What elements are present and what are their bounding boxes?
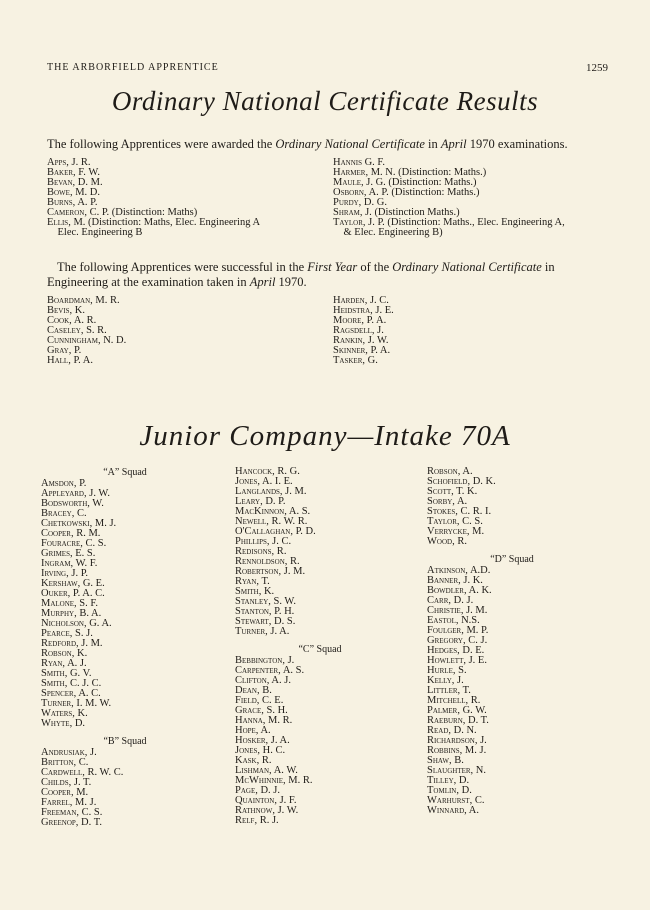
- first-year-list-right: [333, 296, 394, 366]
- apprentice-name: Rankin, J. W.: [333, 335, 389, 346]
- apprentice-name: Cunningham, N. D.: [47, 335, 127, 346]
- apprentice-name: Spencer, A. C.: [41, 688, 101, 699]
- squad-heading: “C” Squad: [298, 644, 342, 655]
- apprentice-name: Relf, R. J.: [235, 815, 279, 826]
- apprentice-name: Littler, T.: [427, 685, 471, 696]
- junior-column-2: [235, 467, 405, 826]
- apprentice-name: Ouker, P. A. C.: [41, 588, 105, 599]
- apprentice-name: Winnard, A.: [427, 805, 480, 816]
- apprentice-name: Redisons, R.: [235, 546, 287, 557]
- apprentice-name: Wood, R.: [427, 536, 467, 547]
- apprentice-name: Tilley, D.: [427, 775, 470, 786]
- apprentice-name: Harmer, M. N.: [333, 167, 396, 178]
- apprentice-name: Smith, G. V.: [41, 668, 92, 679]
- apprentice-name: Bowdler, A. K.: [427, 585, 492, 596]
- apprentice-name: Tomlin, D.: [427, 785, 472, 796]
- apprentice-name: Carpenter, A. S.: [235, 665, 305, 676]
- apprentice-name: Osborn, A. P.: [333, 187, 389, 198]
- apprentice-name: Burns, A. P.: [47, 197, 98, 208]
- squad-heading: “B” Squad: [103, 736, 147, 747]
- onc-intro: The following Apprentices were awarded the Ordinary National Certificate in April 1970 examinations.: [47, 137, 568, 151]
- apprentice-name: Cooper, M.: [41, 787, 89, 798]
- apprentice-name: Robson, K.: [41, 648, 88, 659]
- apprentice-name: Ryan, T.: [235, 576, 270, 587]
- apprentice-name: Moore, P. A.: [333, 315, 387, 326]
- apprentice-name: Boardman, M. R.: [47, 295, 120, 306]
- apprentice-name: Amsdon, P.: [41, 478, 87, 489]
- apprentice-name: Nicholson, G. A.: [41, 618, 112, 629]
- apprentice-name: Ragsdell, J.: [333, 325, 384, 336]
- apprentice-name: Taylor, C. S.: [427, 516, 483, 527]
- apprentice-name: Bevan, D. M.: [47, 177, 103, 188]
- apprentice-name: Palmer, G. W.: [427, 705, 487, 716]
- apprentice-name: Scott, T. K.: [427, 486, 478, 497]
- apprentice-name: Raeburn, D. T.: [427, 715, 489, 726]
- distinction-note: & Elec. Engineering B): [333, 227, 443, 238]
- apprentice-name: Hannis G. F.: [333, 157, 386, 168]
- apprentice-name: Grace, S. H.: [235, 705, 288, 716]
- apprentice-name: Stanton, P. H.: [235, 606, 295, 617]
- apprentice-name: Richardson, J.: [427, 735, 487, 746]
- junior-column-3: [427, 467, 597, 816]
- first-year-list-left: [47, 296, 126, 366]
- apprentice-name: Fouracre, C. S.: [41, 538, 107, 549]
- junior-company-title: Junior Company—Intake 70A: [139, 420, 511, 452]
- apprentice-name: Eastol, N.S.: [427, 615, 480, 626]
- apprentice-name: Mitchell, R.: [427, 695, 481, 706]
- apprentice-name: Apps, J. R.: [47, 157, 91, 168]
- apprentice-name: Waters, K.: [41, 708, 88, 719]
- apprentice-name: Robbins, M. J.: [427, 745, 487, 756]
- apprentice-name: Ryan, A. J.: [41, 658, 87, 669]
- apprentice-name: Verrycke, M.: [427, 526, 485, 537]
- apprentice-name: Purdy, D. G.: [333, 197, 387, 208]
- distinction-note: (Distinction Maths.): [371, 207, 460, 218]
- apprentice-name: Bowe, M. D.: [47, 187, 100, 198]
- apprentice-name: Read, D. N.: [427, 725, 477, 736]
- apprentice-name: Stanley, S. W.: [235, 596, 296, 607]
- apprentice-name: Leary, D. P.: [235, 496, 286, 507]
- apprentice-name: Ingram, W. F.: [41, 558, 98, 569]
- apprentice-name: Hurle, S.: [427, 665, 467, 676]
- list-item: [47, 228, 260, 238]
- apprentice-name: Field, C. E.: [235, 695, 284, 706]
- apprentice-name: Hanna, M. R.: [235, 715, 293, 726]
- apprentice-name: Hosker, J. A.: [235, 735, 290, 746]
- list-item: [333, 228, 565, 238]
- apprentice-name: Chetkowski, M. J.: [41, 518, 117, 529]
- apprentice-name: Slaughter, N.: [427, 765, 487, 776]
- apprentice-name: Rennoldson, R.: [235, 556, 300, 567]
- apprentice-name: Christie, J. M.: [427, 605, 488, 616]
- apprentice-name: Warhurst, C.: [427, 795, 485, 806]
- apprentice-name: Foulger, M. P.: [427, 625, 489, 636]
- apprentice-name: Atkinson, A.D.: [427, 565, 491, 576]
- apprentice-name: O'Callaghan, P. D.: [235, 526, 316, 537]
- onc-list-left: [47, 158, 260, 238]
- apprentice-name: Clifton, A. J.: [235, 675, 291, 686]
- apprentice-name: Banner, J. K.: [427, 575, 483, 586]
- apprentice-name: Kask, R.: [235, 755, 272, 766]
- distinction-note: Elec. Engineering B: [47, 227, 143, 238]
- apprentice-name: Tasker, G.: [333, 355, 378, 366]
- apprentice-name: Kershaw, G. E.: [41, 578, 105, 589]
- apprentice-name: Bevis, K.: [47, 305, 86, 316]
- apprentice-name: Bracey, C.: [41, 508, 87, 519]
- apprentice-name: Cooper, R. M.: [41, 528, 101, 539]
- apprentice-name: Heidstra, J. E.: [333, 305, 394, 316]
- apprentice-name: Jones, H. C.: [235, 745, 286, 756]
- apprentice-name: Stokes, C. R. I.: [427, 506, 492, 517]
- apprentice-name: Whyte, D.: [41, 718, 86, 729]
- squad-heading: “D” Squad: [490, 554, 534, 565]
- apprentice-name: Taylor, J. P.: [333, 217, 385, 228]
- apprentice-name: Greenop, D. T.: [41, 817, 102, 828]
- onc-results-title: Ordinary National Certificate Results: [111, 86, 539, 116]
- apprentice-name: Pearce, S. J.: [41, 628, 93, 639]
- apprentice-name: Sorby, A.: [427, 496, 468, 507]
- apprentice-name: Murphy, B. A.: [41, 608, 102, 619]
- apprentice-name: Cameron, C. P.: [47, 207, 110, 218]
- apprentice-name: Hope, A.: [235, 725, 271, 736]
- apprentice-name: Skinner, P. A.: [333, 345, 391, 356]
- apprentice-name: Britton, C.: [41, 757, 89, 768]
- apprentice-name: Lishman, A. W.: [235, 765, 298, 776]
- apprentice-name: Langlands, J. M.: [235, 486, 307, 497]
- apprentice-name: Phillips, J. C.: [235, 536, 292, 547]
- apprentice-name: Kelly, J.: [427, 675, 464, 686]
- apprentice-name: Carr, D. J.: [427, 595, 474, 606]
- apprentice-name: Quainton, J. F.: [235, 795, 297, 806]
- apprentice-name: Rathnow, J. W.: [235, 805, 299, 816]
- apprentice-name: Baker, F. W.: [47, 167, 100, 178]
- apprentice-name: Hall, P. A.: [47, 355, 93, 366]
- apprentice-name: Stewart, D. S.: [235, 616, 296, 627]
- apprentice-name: Howlett, J. E.: [427, 655, 487, 666]
- apprentice-name: MacKinnon, A. S.: [235, 506, 311, 517]
- apprentice-name: Robertson, J. M.: [235, 566, 306, 577]
- apprentice-name: Gregory, C. J.: [427, 635, 488, 646]
- page-number: 1259: [586, 62, 608, 74]
- apprentice-name: Schofield, D. K.: [427, 476, 496, 487]
- squad-heading: “A” Squad: [103, 467, 147, 478]
- apprentice-name: Newell, R. W. R.: [235, 516, 308, 527]
- apprentice-name: Shram, J.: [333, 207, 372, 218]
- apprentice-name: Childs, J. T.: [41, 777, 92, 788]
- apprentice-name: Turner, J. A.: [235, 626, 290, 637]
- apprentice-name: Andrusiak, J.: [41, 747, 97, 758]
- running-header: THE ARBORFIELD APPRENTICE: [47, 62, 219, 73]
- apprentice-name: Hedges, D. E.: [427, 645, 485, 656]
- apprentice-name: Smith, K.: [235, 586, 275, 597]
- apprentice-name: Gray, P.: [47, 345, 82, 356]
- apprentice-name: Redford, J. M.: [41, 638, 103, 649]
- distinction-note: (Distinction: Maths, Elec. Engineering A: [85, 217, 261, 228]
- apprentice-name: Dean, B.: [235, 685, 272, 696]
- apprentice-name: Ellis, M.: [47, 217, 86, 228]
- apprentice-name: Malone, S. F.: [41, 598, 99, 609]
- apprentice-name: Bebbington, J.: [235, 655, 295, 666]
- distinction-note: (Distinction: Maths.): [385, 177, 477, 188]
- apprentice-name: Hancock, R. G.: [235, 466, 300, 477]
- apprentice-name: Freeman, C. S.: [41, 807, 103, 818]
- distinction-note: (Distinction: Maths): [109, 207, 198, 218]
- junior-column-1: [41, 466, 209, 828]
- apprentice-name: Harden, J. C.: [333, 295, 389, 306]
- apprentice-name: Appleyard, J. W.: [41, 488, 110, 499]
- apprentice-name: Irving, J. P.: [41, 568, 88, 579]
- apprentice-name: Farrel, M. J.: [41, 797, 97, 808]
- apprentice-name: Robson, A.: [427, 466, 473, 477]
- onc-list-right: [333, 158, 565, 238]
- apprentice-name: Page, D. J.: [235, 785, 281, 796]
- apprentice-name: Shaw, B.: [427, 755, 464, 766]
- apprentice-name: Jones, A. I. E.: [235, 476, 293, 487]
- apprentice-name: Cook, A. R.: [47, 315, 97, 326]
- distinction-note: (Distinction: Maths.): [395, 167, 487, 178]
- apprentice-name: Maule, J. G.: [333, 177, 386, 188]
- distinction-note: (Distinction: Maths., Elec. Engineering A,: [384, 217, 565, 228]
- apprentice-name: Turner, I. M. W.: [41, 698, 112, 709]
- apprentice-name: Bodsworth, W.: [41, 498, 104, 509]
- apprentice-name: Cardwell, R. W. C.: [41, 767, 124, 778]
- first-year-intro: The following Apprentices were successful in the First Year of the Ordinary National Certificate in Engineering at the examination taken in April 1970.: [47, 260, 555, 289]
- apprentice-name: Smith, C. J. C.: [41, 678, 102, 689]
- distinction-note: (Distinction: Maths.): [388, 187, 480, 198]
- apprentice-name: Grimes, E. S.: [41, 548, 96, 559]
- apprentice-name: Caseley, S. R.: [47, 325, 107, 336]
- apprentice-name: McWhinnie, M. R.: [235, 775, 313, 786]
